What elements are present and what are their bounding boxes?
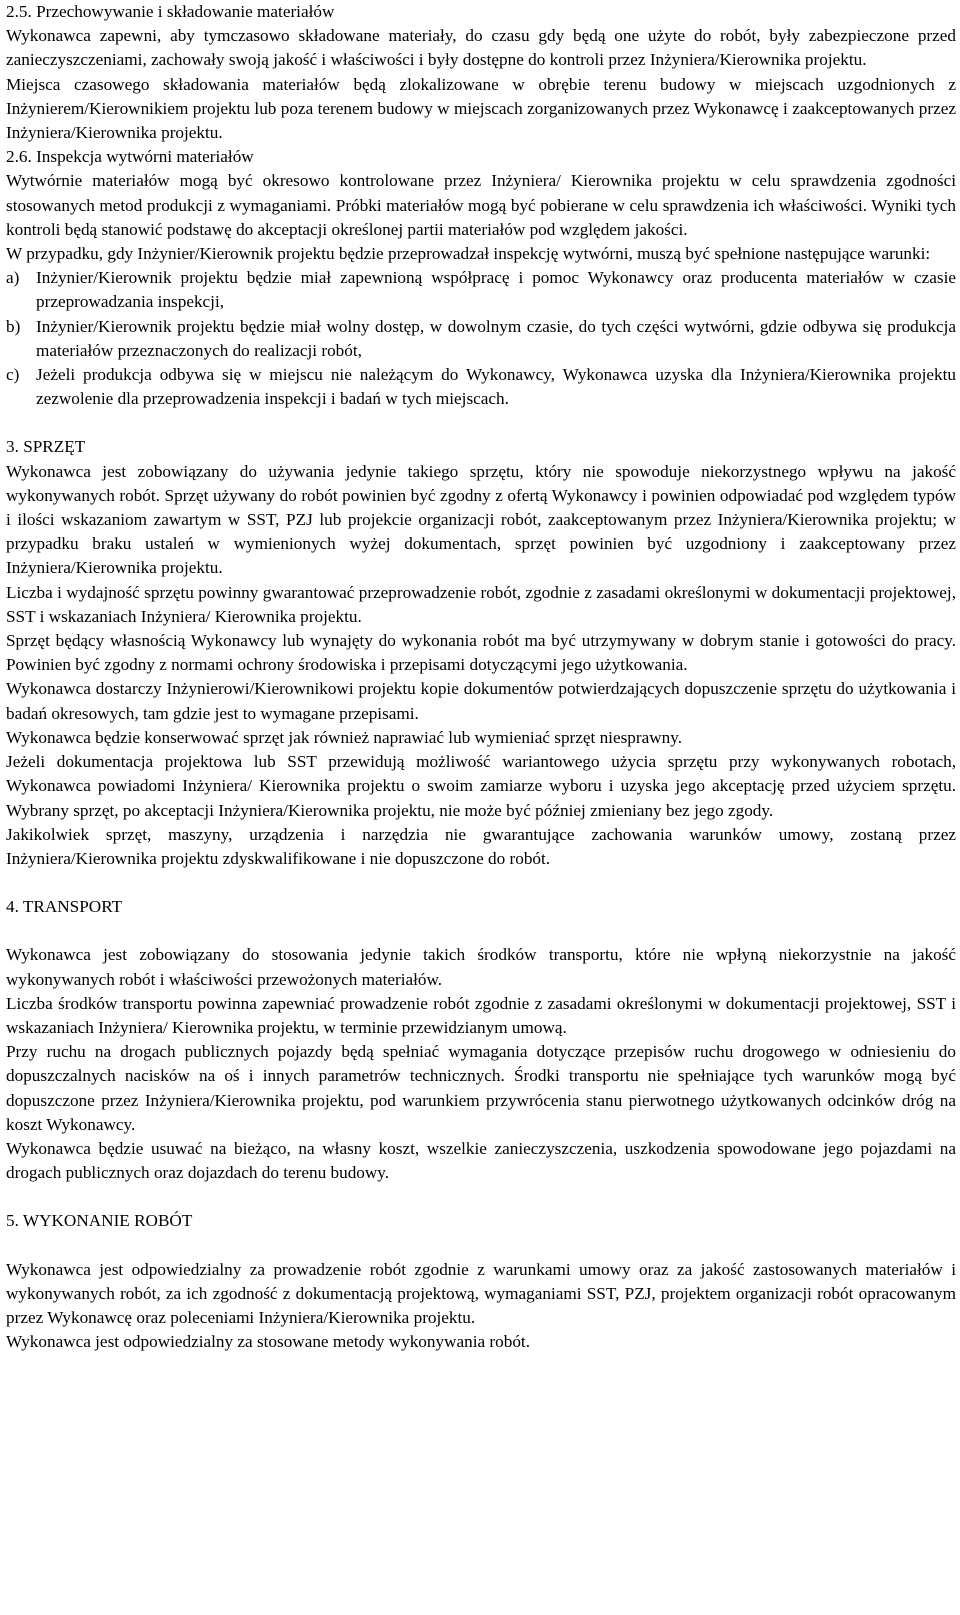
section-4-paragraph-4: Wykonawca będzie usuwać na bieżąco, na własny koszt, wszelkie zanieczyszczenia, uszkodzenia spowodowane jego pojazdami na drogach publicznych oraz dojazdach do terenu budowy. <box>6 1138 956 1183</box>
section-5-paragraph-2: Wykonawca jest odpowiedzialny za stosowane metody wykonywania robót. <box>6 1332 530 1352</box>
list-item-marker: c) <box>6 365 20 385</box>
section-3-paragraph-1: Wykonawca jest zobowiązany do używania jedynie takiego sprzętu, który nie spowoduje niekorzystnego wpływu na jakość wykonywanych robót. Sprzęt używany do robót powinien być zgodny z ofertą Wykonawcy i powinien odpowiadać pod względem typów i ilości wskazaniom zawartym w SST, PZJ lub projekcie organizacji robót, zaakceptowanym przez Inżyniera/Kierownika projektu; w przypadku braku ustaleń w wymienionych wyżej dokumentach, sprzęt powinien być uzgodniony i zaakceptowany przez Inżyniera/Kierownika projektu. <box>6 461 956 578</box>
section-2-5-paragraph-2: Miejsca czasowego składowania materiałów będą zlokalizowane w obrębie terenu budowy w miejscach uzgodnionych z Inżynierem/Kierownikiem projektu lub poza terenem budowy w miejscach zorganizowanych przez Wykonawcę i zaakceptowanych przez Inżyniera/Kierownika projektu. <box>6 74 956 143</box>
section-4-heading: 4. TRANSPORT <box>6 897 123 917</box>
section-2-6-heading: 2.6. Inspekcja wytwórni materiałów <box>6 147 254 167</box>
section-3-paragraph-2: Liczba i wydajność sprzętu powinny gwarantować przeprowadzenie robót, zgodnie z zasadami określonymi w dokumentacji projektowej, SST i wskazaniach Inżyniera/ Kierownika projektu. <box>6 582 956 626</box>
section-2-6-paragraph-1: Wytwórnie materiałów mogą być okresowo kontrolowane przez Inżyniera/ Kierownika projektu w celu sprawdzenia zgodności stosowanych metod produkcji z wymaganiami. Próbki materiałów mogą być pobierane w celu sprawdzenia ich właściwości. Wyniki tych kontroli będą stanowić podstawę do akceptacji określonej partii materiałów pod względem jakości. <box>6 171 956 239</box>
list-item-text: Jeżeli produkcja odbywa się w miejscu nie należącym do Wykonawcy, Wykonawca uzyska dla Inżyniera/Kierownika projektu zezwolenie dla przeprowadzenia inspekcji i badań w tych miejscach. <box>36 365 956 409</box>
document-page <box>6 0 956 1354</box>
list-item-marker: b) <box>6 316 21 336</box>
list-item <box>6 315 956 363</box>
section-2-5-paragraph-1: Wykonawca zapewni, aby tymczasowo składowane materiały, do czasu gdy będą one użyte do robót, były zabezpieczone przed zanieczyszczeniami, zachowały swoją jakość i właściwości i były dostępne do kontroli przez Inżyniera/Kierownika projektu. <box>6 26 956 70</box>
list-item-text: Inżynier/Kierownik projektu będzie miał wolny dostęp, w dowolnym czasie, do tych części wytwórni, gdzie odbywa się produkcja materiałów przeznaczonych do realizacji robót, <box>36 316 956 360</box>
section-5-paragraph-1: Wykonawca jest odpowiedzialny za prowadzenie robót zgodnie z warunkami umowy oraz za jakość zastosowanych materiałów i wykonywanych robót, za ich zgodność z dokumentacją projektową, wymaganiami SST, PZJ, projektem organizacji robót opracowanym przez Wykonawcę oraz poleceniami Inżyniera/Kierownika projektu. <box>6 1259 956 1327</box>
section-3-paragraph-7: Jakikolwiek sprzęt, maszyny, urządzenia i narzędzia nie gwarantujące zachowania warunków umowy, zostaną przez Inżyniera/Kierownika projektu zdyskwalifikowane i nie dopuszczone do robót. <box>6 824 956 868</box>
list-item <box>6 363 956 411</box>
list-item-marker: a) <box>6 268 20 288</box>
section-5 <box>6 1209 956 1354</box>
conditions-list <box>6 266 956 411</box>
section-3-paragraph-4: Wykonawca dostarczy Inżynierowi/Kierownikowi projektu kopie dokumentów potwierdzających dopuszczenie sprzętu do użytkowania i badań okresowych, tam gdzie jest to wymagane przepisami. <box>6 679 956 723</box>
list-item-text: Inżynier/Kierownik projektu będzie miał zapewnioną współpracę i pomoc Wykonawcy oraz producenta materiałów w czasie przeprowadzania inspekcji, <box>36 268 956 312</box>
section-3-paragraph-3: Sprzęt będący własnością Wykonawcy lub wynajęty do wykonania robót ma być utrzymywany w dobrym stanie i gotowości do pracy. Powinien być zgodny z normami ochrony środowiska i przepisami dotyczącymi jego użytkowania. <box>6 631 956 675</box>
section-3-paragraph-6: Jeżeli dokumentacja projektowa lub SST przewidują możliwość wariantowego użycia sprzętu przy wykonywanych robotach, Wykonawca powiadomi Inżyniera/ Kierownika projektu o swoim zamiarze wyboru i uzyska jego akceptację przed użyciem sprzętu. Wybrany sprzęt, po akceptacji Inżyniera/Kierownika projektu, nie może być później zmieniany bez jego zgody. <box>6 752 956 820</box>
section-3 <box>6 435 956 871</box>
section-4 <box>6 895 956 1185</box>
section-3-paragraph-5: Wykonawca będzie konserwować sprzęt jak również naprawiać lub wymieniać sprzęt niesprawny. <box>6 727 683 747</box>
section-5-heading: 5. WYKONANIE ROBÓT <box>6 1211 193 1231</box>
list-item <box>6 266 956 314</box>
section-2-5 <box>6 0 956 145</box>
section-4-paragraph-1: Wykonawca jest zobowiązany do stosowania jedynie takich środków transportu, które nie wpłyną niekorzystnie na jakość wykonywanych robót i właściwości przewożonych materiałów. <box>6 945 956 989</box>
section-4-paragraph-2: Liczba środków transportu powinna zapewniać prowadzenie robót zgodnie z zasadami określonymi w dokumentacji projektowej, SST i wskazaniach Inżyniera/ Kierownika projektu, w terminie przewidzianym umową. <box>6 993 956 1037</box>
section-2-6-paragraph-2: W przypadku, gdy Inżynier/Kierownik projektu będzie przeprowadzał inspekcję wytwórni, muszą być spełnione następujące warunki: <box>6 244 931 264</box>
section-3-heading: 3. SPRZĘT <box>6 437 86 457</box>
section-2-6 <box>6 145 956 411</box>
section-2-5-heading: 2.5. Przechowywanie i składowanie materiałów <box>6 2 335 21</box>
section-4-paragraph-3: Przy ruchu na drogach publicznych pojazdy będą spełniać wymagania dotyczące przepisów ruchu drogowego w odniesieniu do dopuszczalnych nacisków na oś i innych parametrów technicznych. Środki transportu nie spełniające tych warunków mogą być dopuszczone przez Inżyniera/Kierownika projektu, pod warunkiem przywrócenia stanu pierwotnego użytkowanych odcinków dróg na koszt Wykonawcy. <box>6 1042 956 1134</box>
